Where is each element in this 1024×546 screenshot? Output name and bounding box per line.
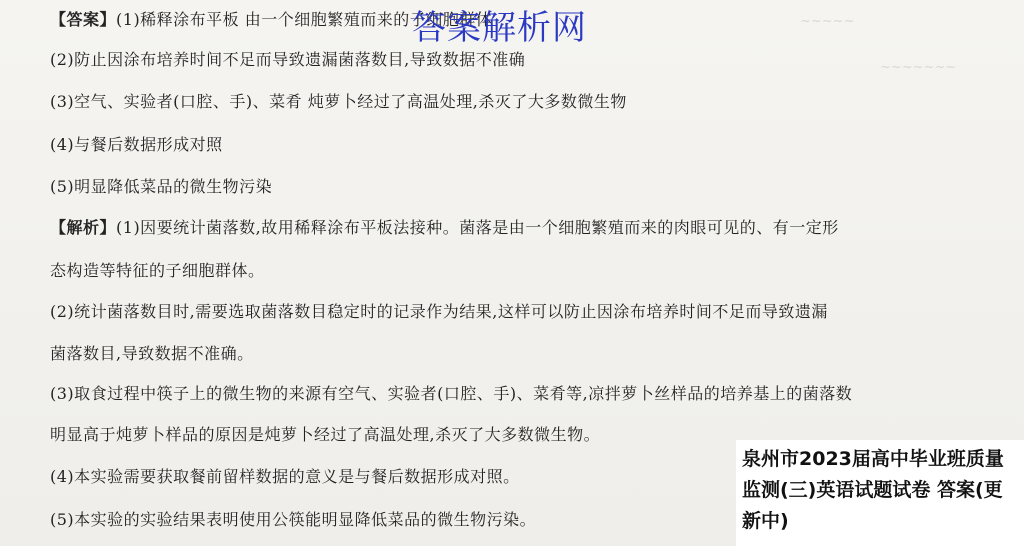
analysis-line-5 [50, 384, 852, 404]
answer-text: (2)防止因涂布培养时间不足而导致遗漏菌落数目,导致数据不准确 [50, 50, 526, 69]
analysis-text: 菌落数目,导致数据不准确。 [50, 344, 254, 363]
answer-text: (4)与餐后数据形成对照 [50, 135, 223, 154]
bleed-through-text: ~~~~~~~ [880, 60, 957, 75]
analysis-text: 明显高于炖萝卜样品的原因是炖萝卜经过了高温处理,杀灭了大多数微生物。 [50, 425, 601, 444]
answer-text: (1)稀释涂布平板 由一个细胞繁殖而来的子细胞群体 [116, 10, 493, 29]
answer-text: (5)明显降低菜品的微生物污染 [50, 177, 273, 196]
analysis-text: (5)本实验的实验结果表明使用公筷能明显降低菜品的微生物污染。 [50, 510, 537, 529]
analysis-line-8 [50, 510, 536, 530]
analysis-text: (2)统计菌落数目时,需要选取菌落数目稳定时的记录作为结果,这样可以防止因涂布培养时间不足而导致遗漏 [50, 302, 828, 321]
analysis-text: (1)因要统计菌落数,故用稀释涂布平板法接种。菌落是由一个细胞繁殖而来的肉眼可见的、有一定形 [116, 218, 839, 237]
analysis-line-6 [50, 425, 600, 445]
bleed-through-text: ~~~~~ [800, 14, 855, 29]
analysis-line-7 [50, 467, 520, 487]
overlay-caption: 泉州市2023届高中毕业班质量监测(三)英语试题试卷 答案(更新中) [742, 448, 1004, 532]
analysis-text: (3)取食过程中筷子上的微生物的来源有空气、实验者(口腔、手)、菜肴等,凉拌萝卜丝样品的培养基上的菌落数 [50, 384, 853, 403]
analysis-line-3 [50, 302, 828, 322]
analysis-text: (4)本实验需要获取餐前留样数据的意义是与餐后数据形成对照。 [50, 467, 520, 486]
answer-text: (3)空气、实验者(口腔、手)、菜肴 炖萝卜经过了高温处理,杀灭了大多数微生物 [50, 92, 627, 111]
analysis-text: 态构造等特征的子细胞群体。 [50, 261, 265, 280]
answer-line-5 [50, 177, 272, 197]
analysis-line-1 [50, 218, 839, 238]
answer-line-2 [50, 50, 525, 70]
answer-line-3 [50, 92, 627, 112]
answer-tag: 【答案】 [50, 10, 117, 29]
watermark: 答案解析网 [412, 8, 587, 48]
answer-line-4 [50, 135, 223, 155]
analysis-line-4 [50, 344, 254, 364]
analysis-line-2 [50, 261, 265, 281]
overlay-caption-box [736, 440, 1024, 546]
analysis-tag: 【解析】 [50, 218, 117, 237]
